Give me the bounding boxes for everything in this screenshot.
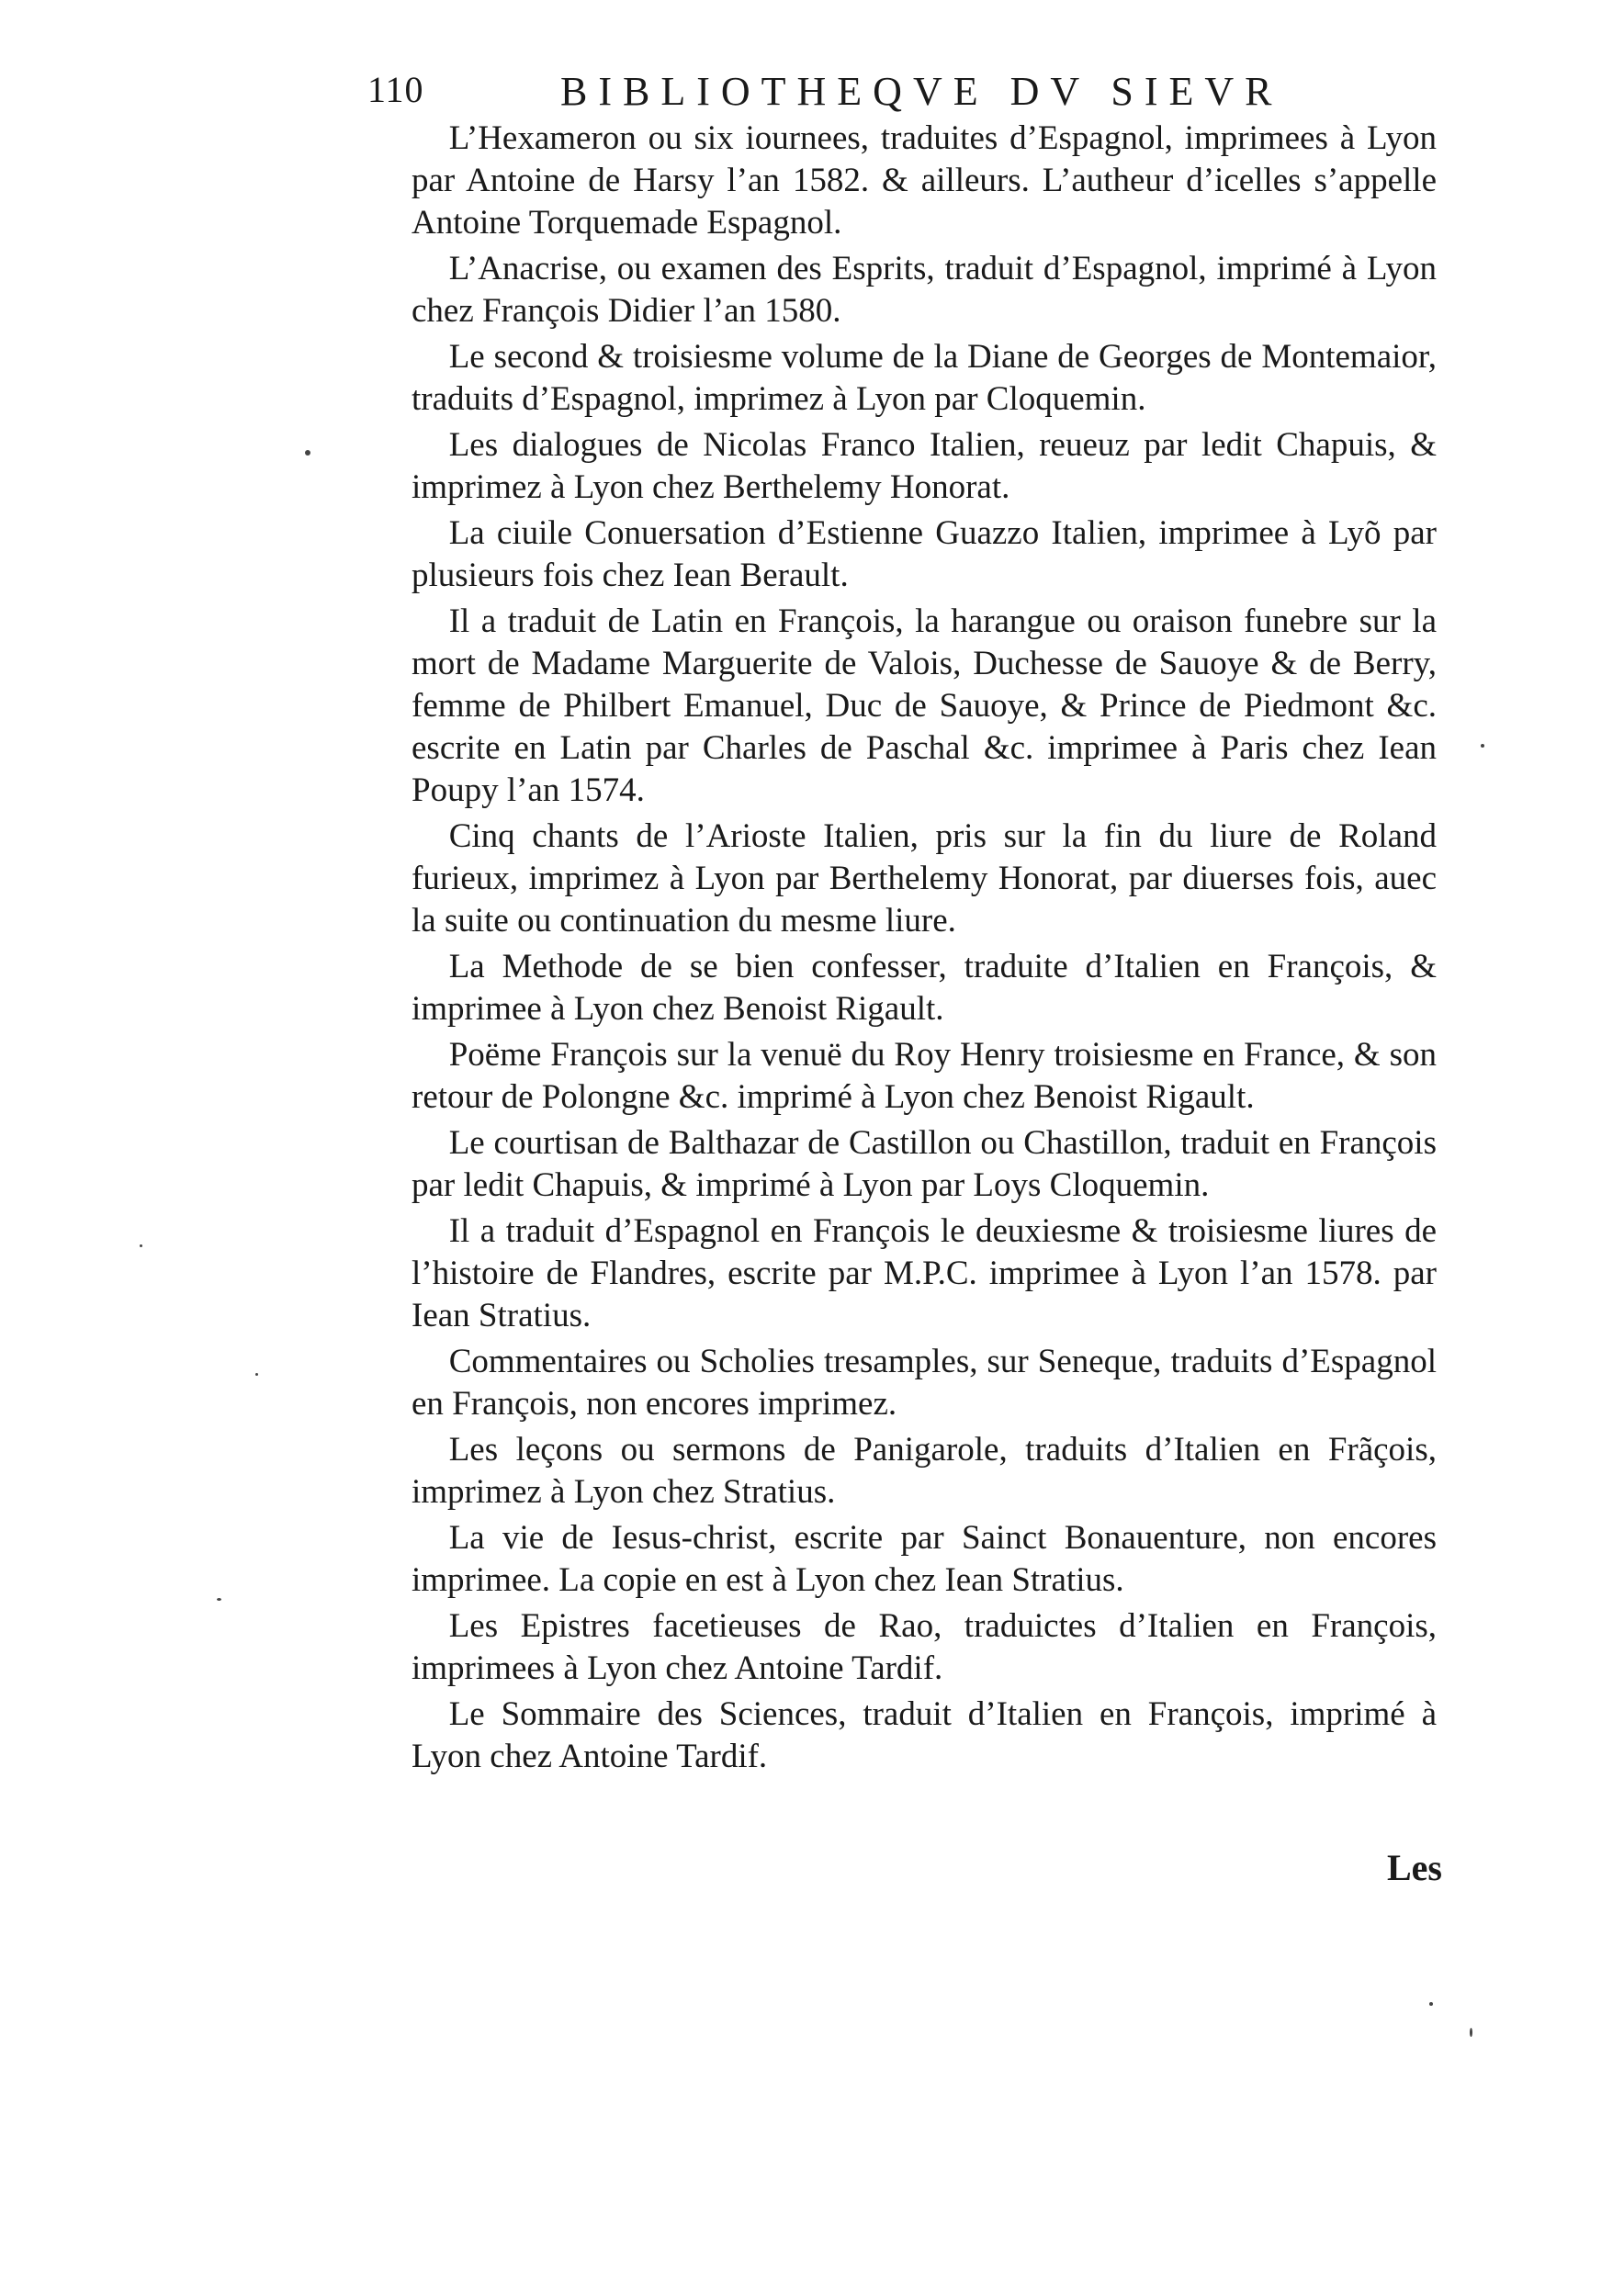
paper-speck xyxy=(217,1598,221,1601)
entry: Commentaires ou Scholies tresamples, sur Seneque, traduits d’Espagnol en François, non encores imprimez. xyxy=(412,1343,1437,1423)
entry: Il a traduit de Latin en François, la harangue ou oraison funebre sur la mort de Madame Marguerite de Valois, Duchesse de Sauoye & de Berry, femme de Philbert Emanuel, Duc de Sauoye, & Prince de Piedmont &c. escrite en Latin par Charles de Paschal &c. imprimee à Paris chez Iean Poupy l’an 1574. xyxy=(412,602,1437,809)
paper-speck xyxy=(255,1373,258,1376)
catchword: Les xyxy=(1387,1847,1442,1888)
entry: Les leçons ou sermons de Panigarole, traduits d’Italien en Frãçois, imprimez à Lyon chez Stratius. xyxy=(412,1431,1437,1511)
paper-speck xyxy=(1470,2028,1472,2037)
entry: La Methode de se bien confesser, traduite d’Italien en François, & imprimee à Lyon chez Benoist Rigault. xyxy=(412,948,1437,1028)
entry: Poëme François sur la venuë du Roy Henry troisiesme en France, & son retour de Polongne &c. imprimé à Lyon chez Benoist Rigault. xyxy=(412,1036,1437,1116)
page-number: 110 xyxy=(367,69,424,110)
paper-speck xyxy=(305,450,310,456)
paper-speck xyxy=(1481,744,1484,748)
entry: L’Anacrise, ou examen des Esprits, traduit d’Espagnol, imprimé à Lyon chez François Didier l’an 1580. xyxy=(412,250,1437,330)
running-title: BIBLIOTHEQVE DV SIEVR xyxy=(560,69,1283,114)
entry: L’Hexameron ou six iournees, traduites d’Espagnol, imprimees à Lyon par Antoine de Harsy l’an 1582. & ailleurs. L’autheur d’icelles s’appelle Antoine Torquemade Espagnol. xyxy=(412,119,1437,242)
entry: La ciuile Conuersation d’Estienne Guazzo Italien, imprimee à Lyõ par plusieurs fois chez Iean Berault. xyxy=(412,514,1437,594)
entry: Le Sommaire des Sciences, traduit d’Italien en François, imprimé à Lyon chez Antoine Tardif. xyxy=(412,1695,1437,1775)
paper-speck xyxy=(140,1244,142,1247)
entry: Il a traduit d’Espagnol en François le deuxiesme & troisiesme liures de l’histoire de Flandres, escrite par M.P.C. imprimee à Lyon l’an 1578. par Iean Stratius. xyxy=(412,1212,1437,1334)
entry: La vie de Iesus-christ, escrite par Sainct Bonauenture, non encores imprimee. La copie en est à Lyon chez Iean Stratius. xyxy=(412,1519,1437,1599)
entry: Le second & troisiesme volume de la Diane de Georges de Montemaior, traduits d’Espagnol, imprimez à Lyon par Cloquemin. xyxy=(412,338,1437,418)
paper-speck xyxy=(1429,2002,1433,2006)
entry: Les dialogues de Nicolas Franco Italien, reueuz par ledit Chapuis, & imprimez à Lyon chez Berthelemy Honorat. xyxy=(412,426,1437,506)
body-text xyxy=(412,118,1437,1782)
entry: Le courtisan de Balthazar de Castillon ou Chastillon, traduit en François par ledit Chapuis, & imprimé à Lyon par Loys Cloquemin. xyxy=(412,1124,1437,1204)
page-header xyxy=(367,68,1451,123)
entry: Cinq chants de l’Arioste Italien, pris sur la fin du liure de Roland furieux, imprimez à Lyon par Berthelemy Honorat, par diuerses fois, auec la suite ou continuation du mesme liure. xyxy=(412,817,1437,940)
entry: Les Epistres facetieuses de Rao, traduictes d’Italien en François, imprimees à Lyon chez Antoine Tardif. xyxy=(412,1607,1437,1687)
